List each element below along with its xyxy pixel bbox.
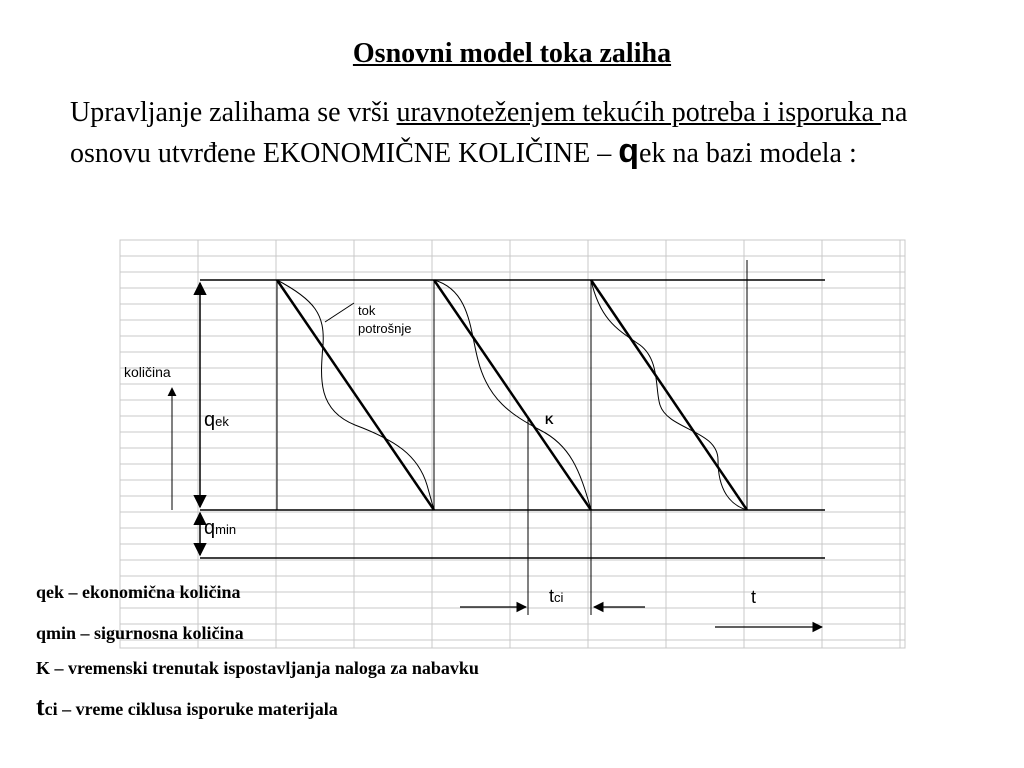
- legend-qmin: qmin – sigurnosna količina: [36, 623, 244, 643]
- qek-label: qek: [204, 409, 229, 431]
- consumption-diagonal-3: [591, 280, 747, 510]
- qmin-label: qmin: [204, 517, 237, 539]
- legend-tci-t: t: [36, 692, 45, 721]
- intro-underlined: uravnoteženjem tekućih potreba i isporuka: [396, 97, 881, 128]
- tok-label-line1: tok: [358, 303, 376, 318]
- slide-title: Osnovni model toka zaliha: [352, 38, 672, 69]
- kolicina-label: količina: [124, 364, 171, 380]
- k-label: K: [545, 413, 554, 427]
- tok-pointer: [325, 303, 354, 322]
- consumption-diagonal-2: [434, 280, 591, 510]
- legend-k: K – vremenski trenutak ispostavljanja naloga za nabavku: [36, 658, 479, 678]
- intro-text-2: na osnovu utvrđene EKONOMIČNE KOLIČINE –: [70, 97, 908, 169]
- t-axis-label: t: [751, 587, 757, 607]
- legend-tci-text: ci – vreme ciklusa isporuke materijala: [44, 699, 338, 719]
- consumption-diagonal-1: [277, 280, 434, 510]
- tci-label: tci: [549, 586, 564, 606]
- intro-text-3: ek na bazi modela :: [639, 138, 857, 169]
- legend-tci: [36, 692, 338, 722]
- legend-qek: qek – ekonomična količina: [36, 582, 241, 602]
- intro-text-1: Upravljanje zalihama se vrši: [70, 97, 397, 128]
- intro-q: q: [618, 132, 640, 170]
- tok-label-line2: potrošnje: [358, 321, 412, 336]
